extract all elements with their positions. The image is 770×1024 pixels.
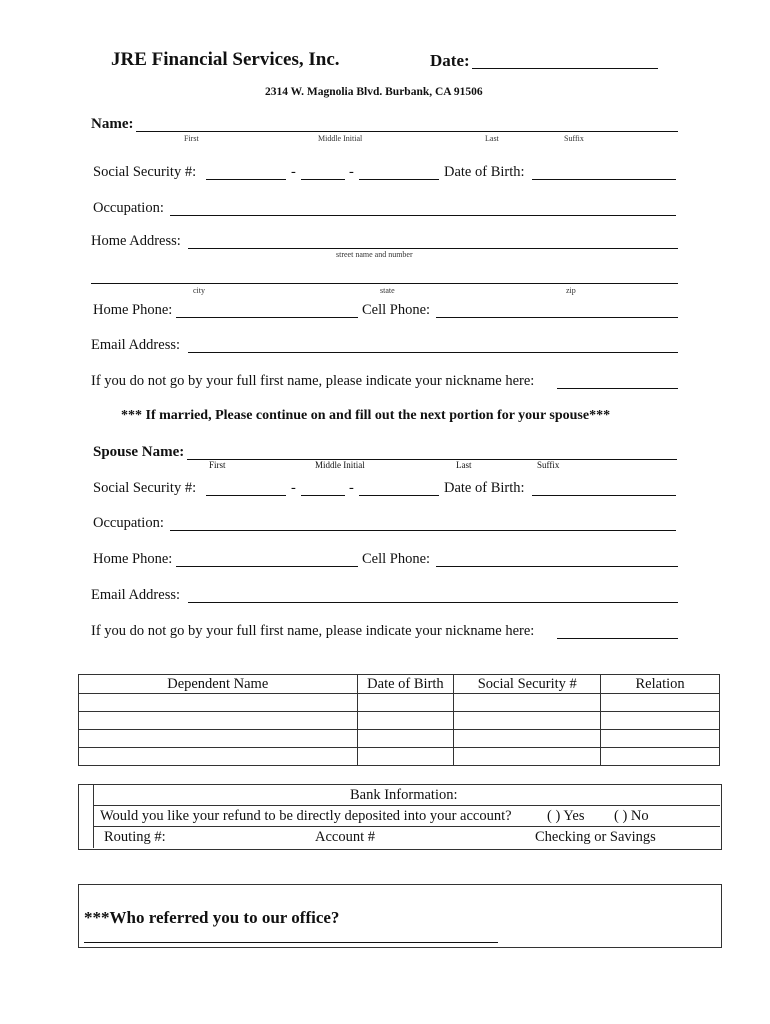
spouse-name-field[interactable] [187,459,677,460]
occupation-label: Occupation: [93,200,164,216]
spouse-cell-phone-label: Cell Phone: [362,551,431,567]
spouse-dob-label: Date of Birth: [444,480,525,496]
state-sub: state [380,286,395,295]
bank-info-divider [93,784,94,848]
dob-field[interactable] [532,179,676,180]
name-first-sub: First [184,134,199,143]
street-sub: street name and number [336,250,413,259]
occupation-field[interactable] [170,215,676,216]
dependent-name-cell[interactable] [79,712,358,730]
spouse-ssn-dash-1: - [291,480,296,496]
date-field[interactable] [472,68,658,69]
spouse-ssn-part1-field[interactable] [206,495,286,496]
table-row [79,748,720,766]
bank-info-rule-1 [93,805,720,806]
dependent-name-cell[interactable] [79,694,358,712]
dependent-dob-cell[interactable] [357,694,454,712]
col-relation: Relation [601,675,720,694]
ssn-part1-field[interactable] [206,179,286,180]
dependent-dob-cell[interactable] [357,748,454,766]
spouse-suffix-sub: Suffix [537,460,560,470]
referral-question: ***Who referred you to our office? [84,908,340,927]
bank-info-title: Bank Information: [350,787,458,803]
nickname-field[interactable] [557,388,678,389]
spouse-middle-sub: Middle Initial [315,460,365,470]
dependent-name-cell[interactable] [79,730,358,748]
spouse-email-label: Email Address: [91,587,181,603]
name-last-sub: Last [485,134,499,143]
name-suffix-sub: Suffix [564,134,584,143]
spouse-occupation-label: Occupation: [93,515,164,531]
referral-field[interactable] [84,942,498,943]
account-label: Account # [315,829,375,845]
married-note: *** If married, Please continue on and fill out the next portion for your spouse*** [121,408,611,423]
dependent-ssn-cell[interactable] [454,694,601,712]
company-name: JRE Financial Services, Inc. [111,49,340,70]
spouse-dob-field[interactable] [532,495,676,496]
cell-phone-label: Cell Phone: [362,302,431,318]
spouse-email-field[interactable] [188,602,678,603]
refund-question: Would you like your refund to be directly deposited into your account? [100,808,512,824]
dependents-table [78,674,720,766]
col-social-security: Social Security # [454,675,601,694]
spouse-ssn-part2-field[interactable] [301,495,345,496]
nickname-label: If you do not go by your full first name, please indicate your nickname here: [91,373,535,389]
dob-label: Date of Birth: [444,164,525,180]
spouse-nickname-field[interactable] [557,638,678,639]
ssn-part3-field[interactable] [359,179,439,180]
spouse-home-phone-field[interactable] [176,566,358,567]
spouse-ssn-label: Social Security #: [93,480,197,496]
name-middle-sub: Middle Initial [318,134,363,143]
spouse-ssn-dash-2: - [349,480,354,496]
city-sub: city [193,286,205,295]
street-field[interactable] [188,248,678,249]
cell-phone-field[interactable] [436,317,678,318]
home-address-label: Home Address: [91,233,181,249]
dependent-ssn-cell[interactable] [454,730,601,748]
email-label: Email Address: [91,337,181,353]
dependent-relation-cell[interactable] [601,712,720,730]
table-row [79,712,720,730]
dependent-relation-cell[interactable] [601,694,720,712]
col-dependent-name: Dependent Name [79,675,358,694]
zip-sub: zip [566,286,576,295]
home-phone-label: Home Phone: [93,302,173,318]
ssn-part2-field[interactable] [301,179,345,180]
account-type-label: Checking or Savings [535,829,656,845]
ssn-label: Social Security #: [93,164,197,180]
date-label: Date: [430,51,470,70]
dependent-dob-cell[interactable] [357,730,454,748]
spouse-first-sub: First [209,460,226,470]
spouse-last-sub: Last [456,460,472,470]
dependent-ssn-cell[interactable] [454,748,601,766]
dependent-relation-cell[interactable] [601,748,720,766]
email-field[interactable] [188,352,678,353]
routing-label: Routing #: [104,829,166,845]
no-option[interactable]: ( ) No [614,808,649,824]
table-row [79,694,720,712]
spouse-occupation-field[interactable] [170,530,676,531]
name-label: Name: [91,116,134,132]
spouse-nickname-label: If you do not go by your full first name, please indicate your nickname here: [91,623,535,639]
dependent-dob-cell[interactable] [357,712,454,730]
bank-info-rule-2 [93,826,720,827]
spouse-home-phone-label: Home Phone: [93,551,173,567]
spouse-ssn-part3-field[interactable] [359,495,439,496]
spouse-name-label: Spouse Name: [93,444,185,460]
yes-option[interactable]: ( ) Yes [547,808,585,824]
dependents-header-row [79,675,720,694]
name-field[interactable] [136,131,678,132]
dependent-relation-cell[interactable] [601,730,720,748]
office-address: 2314 W. Magnolia Blvd. Burbank, CA 91506 [265,86,483,98]
spouse-cell-phone-field[interactable] [436,566,678,567]
col-date-of-birth: Date of Birth [357,675,454,694]
table-row [79,730,720,748]
dependent-name-cell[interactable] [79,748,358,766]
home-phone-field[interactable] [176,317,358,318]
dependent-ssn-cell[interactable] [454,712,601,730]
ssn-dash-2: - [349,164,354,180]
ssn-dash-1: - [291,164,296,180]
city-state-zip-field[interactable] [91,283,678,284]
